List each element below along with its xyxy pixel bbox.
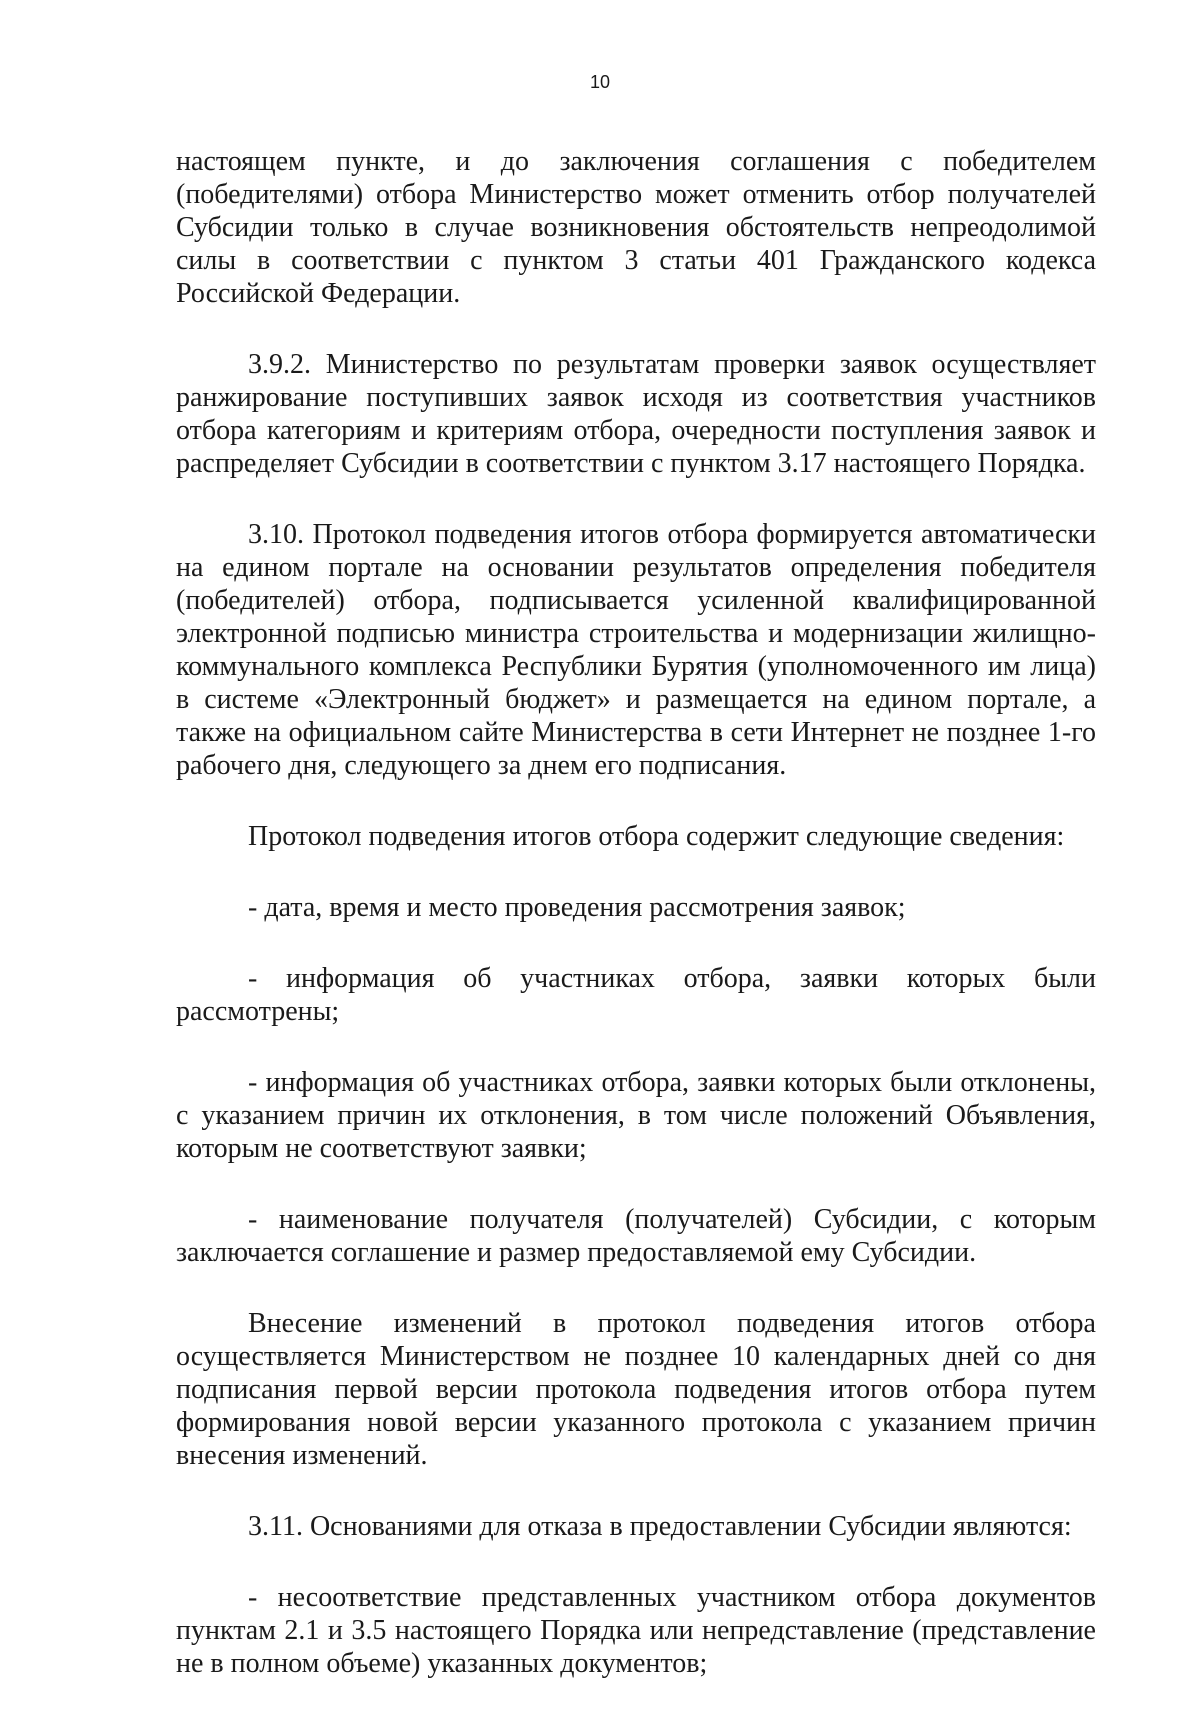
page-number: 10: [589, 72, 611, 92]
paragraph-protocol-changes: Внесение изменений в протокол подведения итогов отбора осуществляется Министерством не позднее 10 календарных дней со дня подписания первой версии протокола подведения итогов отбора путем формирования новой версии указанного протокола с указанием причин внесения изменений.: [176, 1308, 1096, 1471]
paragraph-3-11: 3.11. Основаниями для отказа в предоставлении Субсидии являются:: [248, 1511, 1072, 1542]
list-item-reviewed-participants: - информация об участниках отбора, заявки которых были рассмотрены;: [176, 963, 1096, 1027]
document-body: [176, 145, 1096, 1718]
paragraph-protocol-contents: Протокол подведения итогов отбора содержит следующие сведения:: [248, 821, 1065, 852]
list-item-date-time-place: - дата, время и место проведения рассмотрения заявок;: [248, 892, 906, 923]
paragraph-3-9-2: 3.9.2. Министерство по результатам проверки заявок осуществляет ранжирование поступивших заявок исходя из соответствия участников отбора категориям и критериям отбора, очередности поступления заявок и распределяет Субсидии в соответствии с пунктом 3.17 настоящего Порядка.: [176, 349, 1096, 479]
paragraph-3-10: 3.10. Протокол подведения итогов отбора формируется автоматически на едином портале на основании результатов определения победителя (победителей) отбора, подписывается усиленной квалифицированной электронной подписью министра строительства и модернизации жилищно-коммунального комплекса Республики Бурятия (уполномоченного им лица) в системе «Электронный бюджет» и размещается на едином портале, а также на официальном сайте Министерства в сети Интернет не позднее 1-го рабочего дня, следующего за днем его подписания.: [176, 519, 1096, 781]
list-item-document-mismatch: - несоответствие представленных участником отбора документов пунктам 2.1 и 3.5 настоящего Порядка или непредставление (представление не в полном объеме) указанных документов;: [176, 1582, 1096, 1679]
paragraph-continuation: настоящем пункте, и до заключения соглашения с победителем (победителями) отбора Министерство может отменить отбор получателей Субсидии только в случае возникновения обстоятельств непреодолимой силы в соответствии с пунктом 3 статьи 401 Гражданского кодекса Российской Федерации.: [176, 146, 1096, 309]
list-item-rejected-participants: - информация об участниках отбора, заявки которых были отклонены, с указанием причин их отклонения, в том числе положений Объявления, которым не соответствуют заявки;: [176, 1067, 1096, 1164]
list-item-recipient-name: - наименование получателя (получателей) Субсидии, с которым заключается соглашение и размер предоставляемой ему Субсидии.: [176, 1204, 1096, 1268]
